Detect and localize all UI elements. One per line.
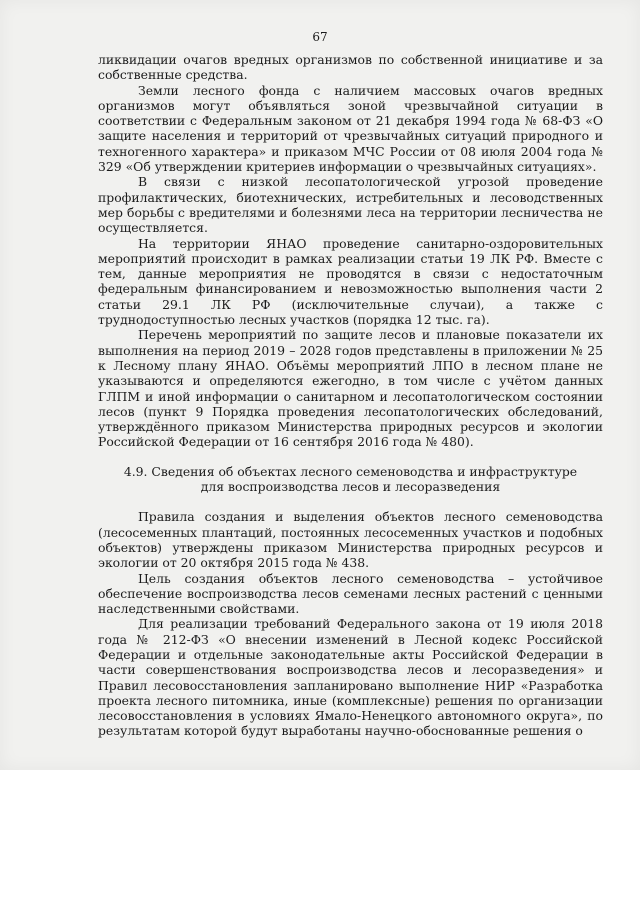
- paragraph-seed-rules: Правила создания и выделения объектов лесного семеноводства (лесосеменных плантаций, постоянных лесосеменных участков и подобных объектов) утверждены приказом Министерства природных ресурсов и экологии от 20 октября 2015 года № 438.: [98, 509, 603, 571]
- paragraph-research: Для реализации требований Федерального закона от 19 июля 2018 года № 212-ФЗ «О внесении изменений в Лесной кодекс Российской Федерации и отдельные законодательные акты Российской Федерации в части совершенствования воспроизводства лесов и лесоразведения» и Правил лесовосстановления запланировано выполнение НИР «Разработка проекта лесного питомника, иные (комплексные) решения по организации лесовосстановления в условиях Ямало-Ненецкого автономного округа», по результатам которой будут выработаны научно-обоснованные решения о: [98, 616, 603, 739]
- section-heading-line2: для воспроизводства лесов и лесоразведения: [200, 479, 501, 495]
- paragraph-liquidation: ликвидации очагов вредных организмов по собственной инициативе и за собственные средства.: [98, 52, 603, 83]
- top-spacer: [98, 0, 603, 52]
- paragraph-low-threat: В связи с низкой лесопатологической угрозой проведение профилактических, биотехнических, истребительных и лесоводственных мер борьбы с вредителями и болезнями леса на территории лесничества не осуществляется.: [98, 174, 603, 236]
- section-heading: [98, 464, 603, 495]
- spacer-after-heading: [98, 494, 603, 509]
- paragraph-sanitary-measures: На территории ЯНАО проведение санитарно-оздоровительных мероприятий происходит в рамках реализации статьи 19 ЛК РФ. Вместе с тем, данные мероприятия не проводятся в связи с недостаточным федеральным финансированием и невозможностью выполнения части 2 статьи 29.1 ЛК РФ (исключительные случаи), а также с труднодоступностью лесных участков (порядка 12 тыс. га).: [98, 235, 603, 328]
- spacer-before-heading: [98, 450, 603, 464]
- section-heading-line1: 4.9. Сведения об объектах лесного семеноводства и инфраструктуре: [123, 463, 578, 479]
- paragraph-seed-goal: Цель создания объектов лесного семеноводства – устойчивое обеспечение воспроизводства лесов семенами лесных растений с ценными наследственными свойствами.: [98, 570, 603, 617]
- page-content: [98, 0, 603, 739]
- paragraph-protection-list: Перечень мероприятий по защите лесов и плановые показатели их выполнения на период 2019 – 2028 годов представлены в приложении № 25 к Лесному плану ЯНАО. Объёмы мероприятий ЛПО в лесном плане не указываются и определяются ежегодно, в том числе с учётом данных ГЛПМ и иной информации о санитарном и лесопатологическом состоянии лесов (пункт 9 Порядка проведения лесопатологических обследований, утверждённого приказом Министерства природных ресурсов и экологии Российской Федерации от 16 сентября 2016 года № 480).: [98, 327, 603, 450]
- page-number: 67: [312, 30, 328, 44]
- paragraph-emergency-zone: Земли лесного фонда с наличием массовых очагов вредных организмов могут объявляться зоной чрезвычайной ситуации в соответствии с Федеральным законом от 21 декабря 1994 года № 68-ФЗ «О защите населения и территорий от чрезвычайных ситуаций природного и техногенного характера» и приказом МЧС России от 08 июля 2004 года № 329 «Об утверждении критериев информации о чрезвычайных ситуациях».: [98, 82, 603, 175]
